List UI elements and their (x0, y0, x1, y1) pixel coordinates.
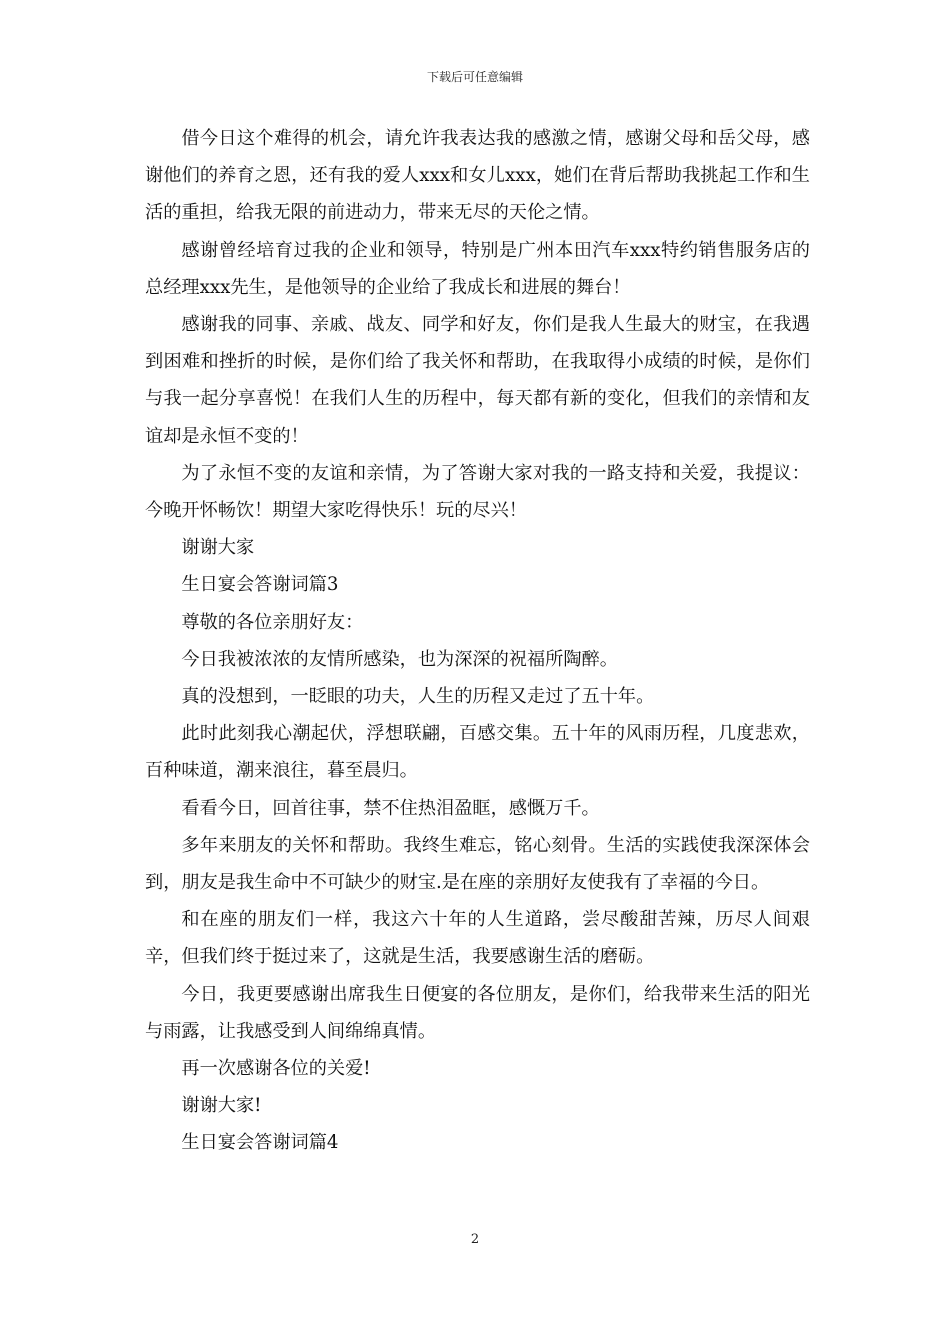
paragraph: 再一次感谢各位的关爱! (181, 1058, 371, 1080)
paragraph: 今日，我更要感谢出席我生日便宴的各位朋友，是你们，给我带来生活的阳光与雨露，让我感受到人间绵绵真情。 (145, 983, 810, 1042)
paragraph: 谢谢大家 (181, 537, 255, 559)
section-heading: 生日宴会答谢词篇4 (181, 1132, 339, 1154)
page-number: 2 (470, 1232, 480, 1247)
paragraph: 借今日这个难得的机会，请允许我表达我的感激之情，感谢父母和岳父母，感谢他们的养育之恩，还有我的爱人xxx和女儿xxx，她们在背后帮助我挑起工作和生活的重担，给我无限的前进动力，带来无尽的天伦之情。 (145, 128, 810, 224)
section-heading: 生日宴会答谢词篇3 (181, 574, 339, 596)
paragraph: 看看今日，回首往事，禁不住热泪盈眶，感慨万千。 (181, 797, 600, 819)
salutation: 尊敬的各位亲朋好友： (181, 611, 364, 633)
paragraph: 此时此刻我心潮起伏，浮想联翩，百感交集。五十年的风雨历程，几度悲欢，百种味道，潮来浪往，暮至晨归。 (145, 723, 810, 782)
paragraph: 多年来朋友的关怀和帮助。我终生难忘，铭心刻骨。生活的实践使我深深体会到，朋友是我生命中不可缺少的财宝.是在座的亲朋好友使我有了幸福的今日。 (145, 834, 810, 894)
paragraph: 为了永恒不变的友谊和亲情，为了答谢大家对我的一路支持和关爱，我提议：今晚开怀畅饮！期望大家吃得快乐！玩的尽兴！ (145, 462, 810, 522)
paragraph: 感谢我的同事、亲戚、战友、同学和好友，你们是我人生最大的财宝，在我遇到困难和挫折的时候，是你们给了我关怀和帮助，在我取得小成绩的时候，是你们与我一起分享喜悦！在我们人生的历程中，每天都有新的变化，但我们的亲情和友谊却是永恒不变的！ (145, 314, 810, 447)
header-note: 下载后可任意编辑 (426, 70, 523, 84)
body-text (145, 120, 810, 1162)
paragraph: 谢谢大家! (181, 1095, 262, 1117)
paragraph: 真的没想到，一眨眼的功夫，人生的历程又走过了五十年。 (181, 686, 655, 708)
paragraph: 感谢曾经培育过我的企业和领导，特别是广州本田汽车xxx特约销售服务店的总经理xxx先生，是他领导的企业给了我成长和进展的舞台！ (145, 239, 810, 298)
paragraph: 和在座的朋友们一样，我这六十年的人生道路，尝尽酸甜苦辣，历尽人间艰辛，但我们终于挺过来了，这就是生活，我要感谢生活的磨砺。 (145, 909, 810, 968)
paragraph: 今日我被浓浓的友情所感染，也为深深的祝福所陶醉。 (181, 648, 618, 670)
